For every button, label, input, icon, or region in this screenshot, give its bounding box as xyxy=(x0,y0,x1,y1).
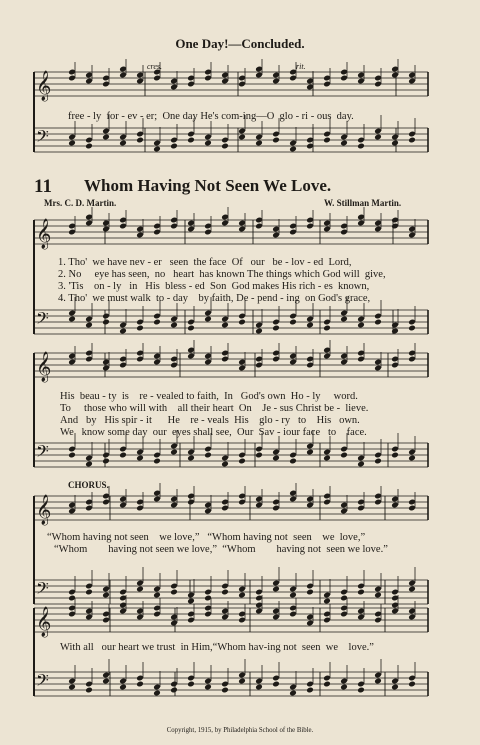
note-head xyxy=(204,684,212,691)
treble-clef: 𝄞 xyxy=(36,495,52,525)
chorus-label: CHORUS. xyxy=(68,480,109,490)
treble-clef: 𝄞 xyxy=(36,352,52,382)
note-head xyxy=(374,134,382,141)
note-head xyxy=(357,687,365,694)
note-head xyxy=(391,452,399,459)
note-head xyxy=(153,458,161,465)
note-head xyxy=(221,589,229,596)
note-head xyxy=(272,455,280,462)
note-head xyxy=(238,592,246,599)
note-head xyxy=(170,589,178,596)
note-head xyxy=(204,452,212,459)
note-head xyxy=(102,678,110,685)
note-head xyxy=(221,687,229,694)
bass-clef: 𝄢 xyxy=(36,441,49,465)
cres-mark: cres. xyxy=(147,62,163,71)
note-head xyxy=(408,586,416,593)
note-head xyxy=(323,681,331,688)
note-head xyxy=(187,325,195,332)
verse-line-1: 1. Tho' we have nev - er seen the face Of our be - lov - ed Lord, xyxy=(58,257,352,268)
bass-clef: 𝄢 xyxy=(36,578,49,602)
note-head xyxy=(68,316,76,323)
note-head xyxy=(255,140,263,147)
hymn-title: Whom Having Not Seen We Love. xyxy=(84,176,332,195)
note-head xyxy=(136,681,144,688)
note-head xyxy=(289,458,297,465)
rit-mark: rit. xyxy=(296,62,306,71)
copyright: Copyright, 1915, by Philadelphia School of the Bible. xyxy=(166,727,314,734)
note-head xyxy=(391,140,399,147)
note-head xyxy=(357,143,365,150)
note-head xyxy=(391,328,399,335)
note-head xyxy=(374,458,382,465)
note-head xyxy=(238,134,246,141)
note-head xyxy=(153,592,161,599)
note-head xyxy=(85,322,93,329)
note-head xyxy=(136,137,144,144)
chorus-line-2: “Whom having not seen we love,” “Whom having not seen we love.” xyxy=(54,544,388,555)
note-head xyxy=(221,322,229,329)
note-head xyxy=(374,592,382,599)
note-head xyxy=(272,681,280,688)
final-lyric-line: With all our heart we trust in Him,“Whom hav-ing not seen we love.” xyxy=(60,642,374,653)
note-head xyxy=(221,461,229,468)
note-head xyxy=(255,328,263,335)
note-head xyxy=(136,455,144,462)
verse-line-4: 4. Tho' we must walk to - day by faith, De - pend - ing on God's grace, xyxy=(58,293,371,304)
note-head xyxy=(238,319,246,326)
treble-clef: 𝄞 xyxy=(36,219,52,249)
note-head xyxy=(238,678,246,685)
note-head xyxy=(170,687,178,694)
note-head xyxy=(85,461,93,468)
note-head xyxy=(68,452,76,459)
note-head xyxy=(221,143,229,150)
note-head xyxy=(187,455,195,462)
verse-line-2: 2. No eye has seen, no heart has known The things which God will give, xyxy=(58,269,386,280)
note-head xyxy=(255,452,263,459)
note-head xyxy=(102,592,110,599)
verse-line-7: And by His spir - it He re - veals His glo - ry to His own. xyxy=(60,415,360,426)
note-head xyxy=(289,592,297,599)
note-head xyxy=(323,325,331,332)
note-head xyxy=(68,684,76,691)
words-credit: Mrs. C. D. Martin. xyxy=(44,198,117,208)
verse-line-8: We know some day our eyes shall see, Our Sav - iour face to face. xyxy=(60,427,367,438)
note-head xyxy=(85,143,93,150)
note-head xyxy=(153,146,161,153)
note-head xyxy=(323,455,331,462)
note-head xyxy=(408,681,416,688)
note-head xyxy=(374,319,382,326)
note-head xyxy=(102,319,110,326)
chorus-line-1: “Whom having not seen we love,” “Whom having not seen we love,” xyxy=(47,532,366,543)
note-head xyxy=(272,586,280,593)
note-head xyxy=(238,458,246,465)
note-head xyxy=(102,458,110,465)
note-head xyxy=(187,598,195,605)
note-head xyxy=(340,452,348,459)
note-head xyxy=(119,140,127,147)
note-head xyxy=(204,316,212,323)
note-head xyxy=(170,449,178,456)
note-head xyxy=(68,140,76,147)
note-head xyxy=(306,322,314,329)
note-head xyxy=(187,137,195,144)
note-head xyxy=(119,328,127,335)
note-head xyxy=(85,589,93,596)
treble-clef: 𝄞 xyxy=(36,71,52,101)
note-head xyxy=(170,143,178,150)
hymn-number: 11 xyxy=(34,176,52,197)
note-head xyxy=(187,681,195,688)
note-head xyxy=(374,678,382,685)
note-head xyxy=(136,586,144,593)
verse-line-3: 3. 'Tis on - ly in His bless - ed Son God makes His rich - es known, xyxy=(58,281,370,292)
note-head xyxy=(408,137,416,144)
lyric-line: free - ly for - ev - er; One day He's com-ing—O glo - ri - ous day. xyxy=(68,111,354,122)
note-head xyxy=(153,319,161,326)
note-head xyxy=(170,322,178,329)
note-head xyxy=(391,684,399,691)
continued-title: One Day!—Concluded. xyxy=(175,36,305,51)
note-head xyxy=(272,137,280,144)
note-head xyxy=(289,690,297,697)
note-head xyxy=(306,687,314,694)
note-head xyxy=(119,452,127,459)
note-head xyxy=(85,687,93,694)
note-head xyxy=(306,589,314,596)
note-head xyxy=(102,134,110,141)
note-head xyxy=(306,449,314,456)
note-head xyxy=(119,684,127,691)
note-head xyxy=(408,325,416,332)
note-head xyxy=(357,322,365,329)
note-head xyxy=(255,684,263,691)
treble-clef: 𝄞 xyxy=(36,607,52,637)
note-head xyxy=(153,690,161,697)
note-head xyxy=(340,140,348,147)
note-head xyxy=(408,455,416,462)
note-head xyxy=(272,325,280,332)
note-head xyxy=(340,684,348,691)
note-head xyxy=(323,598,331,605)
bass-clef: 𝄢 xyxy=(36,126,49,150)
music-credit: W. Stillman Martin. xyxy=(324,198,402,208)
note-head xyxy=(289,146,297,153)
bass-clef: 𝄢 xyxy=(36,670,49,694)
note-head xyxy=(357,461,365,468)
note-head xyxy=(289,319,297,326)
bass-clef: 𝄢 xyxy=(36,308,49,332)
note-head xyxy=(204,140,212,147)
verse-line-6: To those who will with all their heart On Je - sus Christ be - lieve. xyxy=(60,403,369,414)
note-head xyxy=(357,589,365,596)
note-head xyxy=(340,316,348,323)
note-head xyxy=(136,325,144,332)
verse-line-5: His beau - ty is re - vealed to faith, In God's own Ho - ly word. xyxy=(60,391,358,402)
note-head xyxy=(323,137,331,144)
